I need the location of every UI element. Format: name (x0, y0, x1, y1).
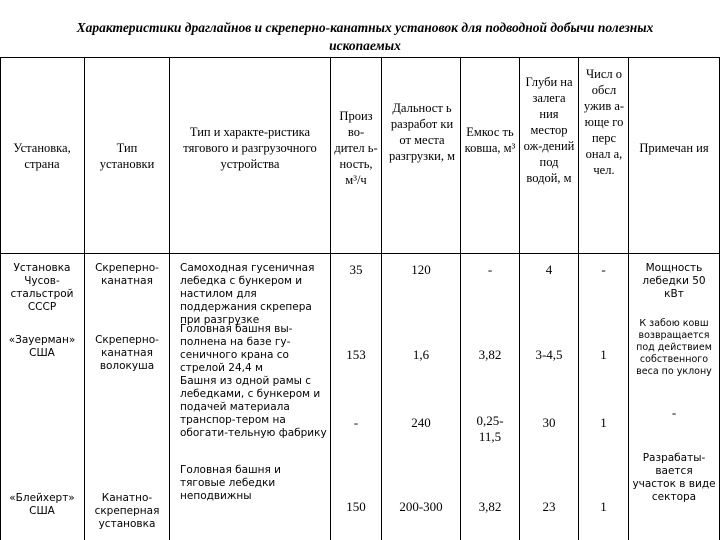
r2-capacity: 3,82 (478, 347, 502, 362)
r2-type: Скреперно-канатная волокуша (95, 334, 159, 372)
col-divider (381, 57, 382, 540)
r4-installation: «Блейхерт» США (9, 492, 75, 517)
r4-depth: 23 (542, 499, 556, 514)
r1-traction: Самоходная гусеничная лебедка с бункером и настилом для поддержания скрепера при разгрузке (180, 262, 315, 326)
header-type: Тип установки (99, 141, 155, 171)
r4-staff: 1 (600, 499, 607, 514)
r2-traction: Головная башня вы-полнена на базе гу-сеничного крана со стрелой 24,4 м (180, 323, 293, 374)
r4-productivity: 150 (346, 499, 366, 514)
r2-note: К забою ковш возвращается под действием собственного веса по уклону (636, 318, 712, 377)
col-divider (330, 57, 331, 540)
col-divider (169, 57, 170, 540)
r4-type: Канатно-скреперная установка (94, 492, 160, 530)
r3-staff: 1 (600, 415, 607, 430)
r3-traction: Башня из одной рамы с лебедками, с бункером и подачей материала транспор-тером на обогати-тельную фабрику (180, 375, 327, 439)
col-divider (628, 57, 629, 540)
r1-note: Мощность лебедки 50 кВт (642, 262, 706, 300)
r4-note: Разрабаты-вается участок в виде сектора (632, 452, 716, 503)
r4-traction: Головная башня и тяговые лебедки неподвижны (180, 464, 281, 502)
r2-installation: «Зауерман» США (8, 334, 76, 359)
header-productivity: Произ во-дител ь-ность, м³/ч (334, 109, 378, 187)
r3-productivity: - (353, 415, 359, 430)
page-title: Характеристики драглайнов и скреперно-канатных установок для подводной добычи полезных ископаемых (76, 20, 654, 53)
col-divider (84, 57, 85, 540)
r1-depth: 4 (545, 262, 553, 277)
header-traction: Тип и характе-ристика тягового и разгрузочного устройства (183, 125, 317, 171)
r4-capacity: 3,82 (478, 499, 502, 514)
r3-note: - (671, 405, 677, 420)
header-distance: Дальност ь разработ ки от места разгрузки, м (388, 101, 456, 163)
r2-staff: 1 (600, 347, 607, 362)
col-divider (519, 57, 520, 540)
r1-capacity: - (487, 262, 493, 277)
header-capacity: Емкос ть ковша, м³ (464, 125, 516, 155)
r2-productivity: 153 (346, 347, 366, 362)
header-installation: Установка, страна (13, 141, 71, 171)
r3-capacity: 0,25-11,5 (476, 413, 504, 444)
table-top-border (0, 57, 720, 58)
header-depth: Глуби на залега ния местор ож-дений под водой, м (523, 75, 575, 185)
r2-depth: 3-4,5 (535, 347, 563, 362)
r1-staff: - (601, 262, 606, 277)
header-note: Примечан ия (639, 141, 709, 155)
header-divider (0, 253, 720, 254)
r1-productivity: 35 (349, 262, 363, 277)
r1-type: Скреперно-канатная (95, 262, 159, 287)
r3-depth: 30 (542, 415, 556, 430)
col-divider (578, 57, 579, 540)
r1-installation: Установка Чусов-стальстрой СССР (10, 262, 74, 313)
header-staff: Числ о обсл ужив а-юще го перс онал а, чел. (583, 67, 625, 177)
col-divider (460, 57, 461, 540)
r1-distance: 120 (411, 262, 431, 277)
r4-distance: 200-300 (399, 499, 443, 514)
r3-distance: 240 (411, 415, 431, 430)
r2-distance: 1,6 (412, 347, 430, 362)
col-divider (0, 57, 1, 540)
